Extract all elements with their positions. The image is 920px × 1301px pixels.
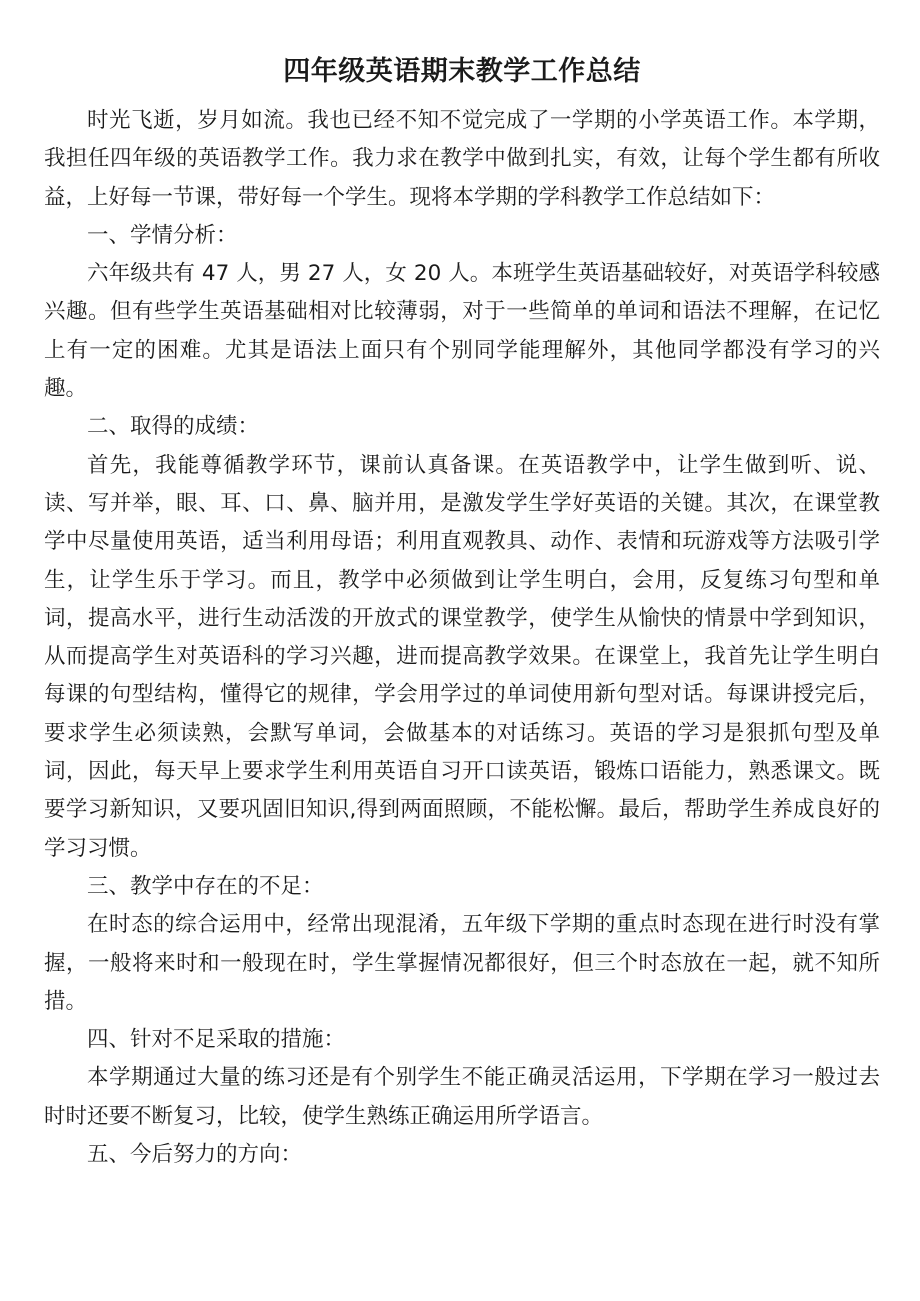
section-3-body: 在时态的综合运用中，经常出现混淆，五年级下学期的重点时态现在进行时没有掌握，一般将来时和一般现在时，学生掌握情况都很好，但三个时态放在一起，就不知所措。 bbox=[44, 912, 880, 1014]
section-5-heading: 五、今后努力的方向： bbox=[87, 1142, 303, 1168]
section-4-body: 本学期通过大量的练习还是有个别学生不能正确灵活运用，下学期在学习一般过去时时还要不断复习，比较，使学生熟练正确运用所学语言。 bbox=[44, 1065, 880, 1129]
document-page bbox=[44, 50, 880, 1174]
section-3-heading: 三、教学中存在的不足： bbox=[87, 873, 324, 899]
section-1-heading: 一、学情分析： bbox=[87, 222, 238, 248]
document-title: 四年级英语期末教学工作总结 bbox=[283, 56, 641, 87]
section-4-heading: 四、针对不足采取的措施： bbox=[87, 1027, 346, 1053]
section-2-heading: 二、取得的成绩： bbox=[87, 414, 260, 440]
section-1-body: 六年级共有 47 人，男 27 人，女 20 人。本班学生英语基础较好，对英语学科较感兴趣。但有些学生英语基础相对比较薄弱，对于一些简单的单词和语法不理解，在记忆上有一定的困难。尤其是语法上面只有个别同学能理解外，其他同学都没有学习的兴趣。 bbox=[44, 261, 880, 402]
section-2-body: 首先，我能尊循教学环节，课前认真备课。在英语教学中，让学生做到听、说、读、写并举，眼、耳、口、鼻、脑并用，是激发学生学好英语的关键。其次，在课堂教学中尽量使用英语，适当利用母语；利用直观教具、动作、表情和玩游戏等方法吸引学生，让学生乐于学习。而且，教学中必须做到让学生明白，会用，反复练习句型和单词，提高水平，进行生动活泼的开放式的课堂教学，使学生从愉快的情景中学到知识，从而提高学生对英语科的学习兴趣，进而提高教学效果。在课堂上，我首先让学生明白每课的句型结构，懂得它的规律，学会用学过的单词使用新句型对话。每课讲授完后，要求学生必须读熟，会默写单词，会做基本的对话练习。英语的学习是狠抓句型及单词，因此，每天早上要求学生利用英语自习开口读英语，锻炼口语能力，熟悉课文。既要学习新知识，又要巩固旧知识,得到两面照顾，不能松懈。最后，帮助学生养成良好的学习习惯。 bbox=[44, 452, 880, 861]
intro-paragraph: 时光飞逝，岁月如流。我也已经不知不觉完成了一学期的小学英语工作。本学期，我担任四年级的英语教学工作。我力求在教学中做到扎实，有效，让每个学生都有所收益，上好每一节课，带好每一个学生。现将本学期的学科教学工作总结如下： bbox=[44, 108, 880, 210]
